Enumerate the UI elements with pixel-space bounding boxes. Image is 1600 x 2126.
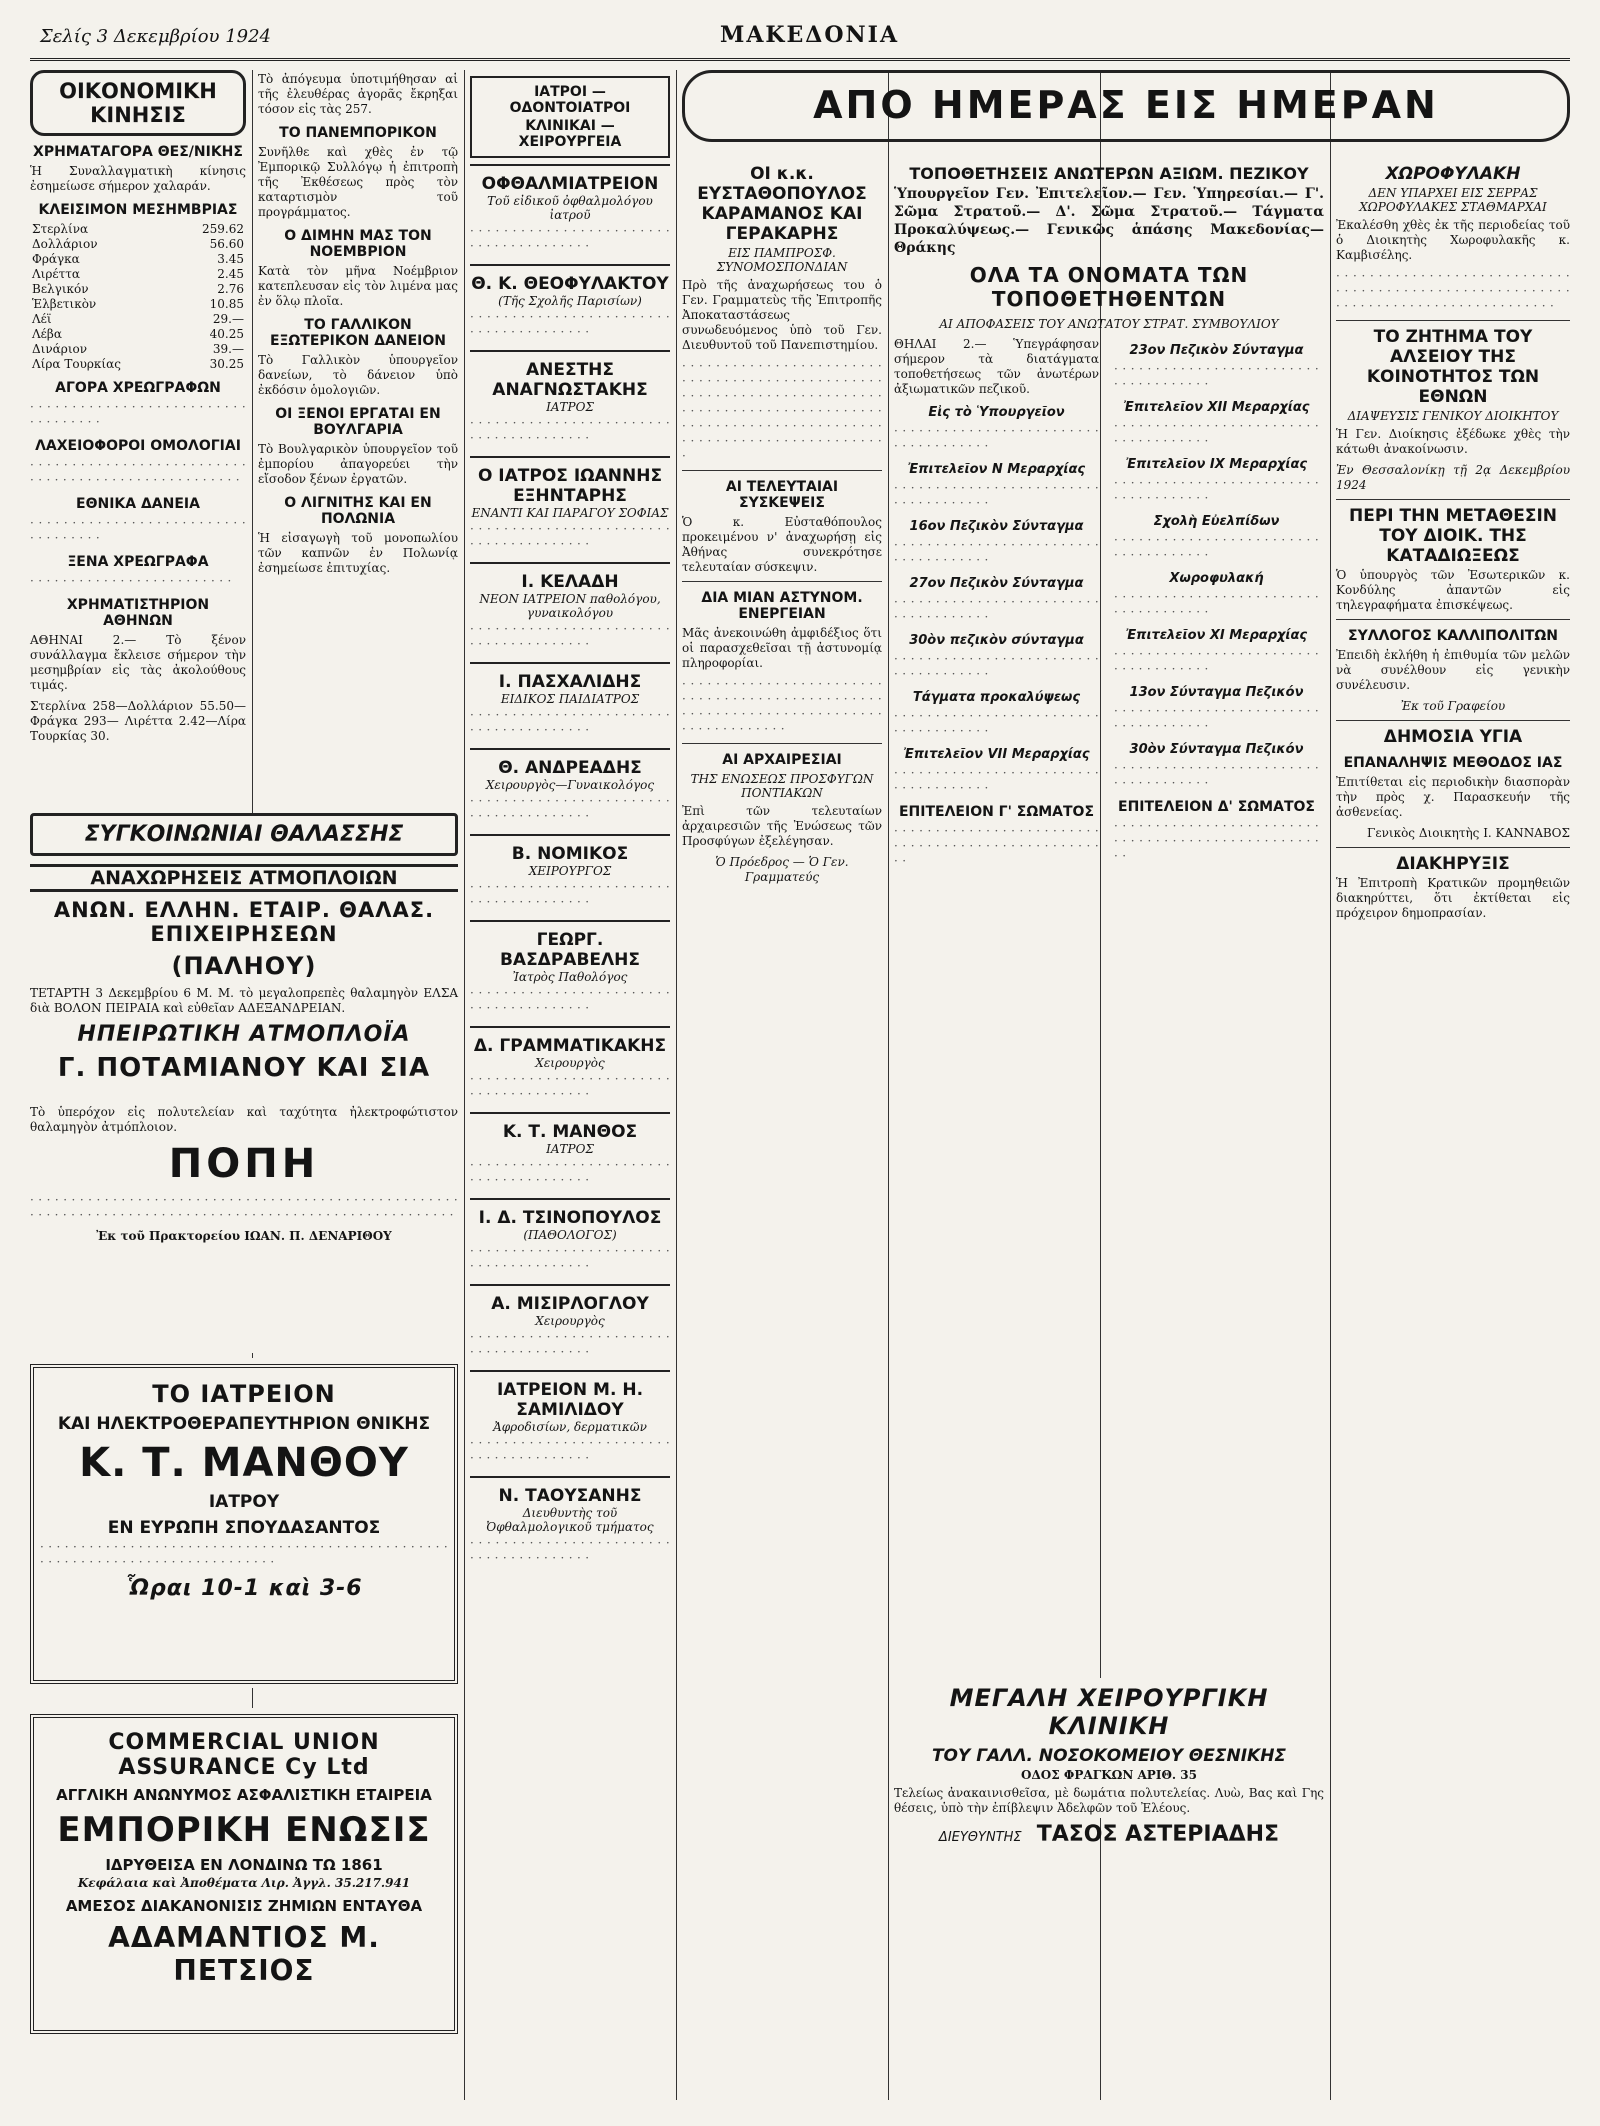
transfer-text: Ὁ ὑπουργὸς τῶν Ἐσωτερικῶν κ. Κονδύλης ἀπαντῶν εἰς τηλεγραφήματα ἐπισκέψεως.	[1336, 568, 1570, 612]
officers-lead: Ὑπουργεῖον Γεν. Ἐπιτελεῖον.— Γεν. Ὑπηρεσίαι.— Γ'. Σῶμα Στρατοῦ.— Δ'. Σῶμα Στρατοῦ.— Τάγματα Προκαλύψεως.— Γενικῶς ἁπάσης Μακεδονίας—Θράκης	[894, 186, 1324, 256]
doctor-role: (ΠΑΘΟΛΟΓΟΣ)	[523, 1228, 617, 1242]
doctor-entry	[470, 834, 670, 920]
rate-row	[30, 297, 246, 312]
unit-text: · · · · · · · · · · · · · · · · · · · · · · · · · · · · · · · · · · · · ·	[894, 538, 1099, 567]
police-text: Μᾶς ἀνεκοινώθη ἀμφιδέξιος ὅτι οἱ παρασχεθεῖσαι τῇ ἀστυνομίᾳ πληροφορίαι.	[682, 626, 882, 670]
merchant-heading: ΤΟ ΠΑΝΕΜΠΟΡΙΚΟΝ	[279, 125, 437, 141]
doctor-name: Ι. Δ. ΤΣΙΝΟΠΟΥΛΟΣ	[478, 1208, 662, 1228]
doctor-text: · · · · · · · · · · · · · · · · · · · · · · · · · · · · · · · · · · · · · · ·	[470, 522, 670, 551]
unit-text: · · · · · · · · · · · · · · · · · · · · · · · · · · · · · · · · · · · · ·	[894, 595, 1099, 624]
rate-value: 40.25	[209, 327, 244, 341]
doctor-entry	[470, 920, 670, 1026]
doctor-role: Ἀφροδισίων, δερματικῶν	[493, 1420, 647, 1434]
insurance-capital: Κεφάλαια καὶ Ἀποθέματα Λιρ. Ἀγγλ. 35.217.941	[77, 1876, 411, 1890]
unit-text: · · · · · · · · · · · · · · · · · · · · · · · · · · · · · · · · · · · · ·	[894, 652, 1099, 681]
insurance-company: COMMERCIAL UNION ASSURANCE Cy Ltd	[108, 1730, 380, 1780]
rate-value: 39.—	[212, 342, 244, 356]
rate-name: Λιρέττα	[32, 267, 81, 281]
rate-name: Βελγικόν	[32, 282, 89, 296]
gendarmerie-text: Ἐκαλέσθη χθὲς ἐκ τῆς περιοδείας τοῦ ὁ Διοικητὴς Χωροφυλακῆς κ. Καμβισέλης.	[1336, 218, 1570, 262]
doctor-entry	[470, 164, 670, 264]
doctor-text: · · · · · · · · · · · · · · · · · · · · · · · · · · · · · · · · · · · · · · ·	[470, 880, 670, 909]
unit-text: · · · · · · · · · · · · · · · · · · · · · · · · · · · · · · · · · · · · ·	[1114, 419, 1319, 448]
departures-heading: ΑΝΑΧΩΡΗΣΕΙΣ ΑΤΜΟΠΛΟΙΩΝ	[30, 864, 458, 892]
police-text-body: · · · · · · · · · · · · · · · · · · · · · · · · · · · · · · · · · · · · · · · · · · · · · · · · · · · · · · · · · · · · · · · · · · · · · · · · · · · · · · · · · · · · ·	[682, 677, 882, 736]
rate-value: 259.62	[202, 222, 244, 236]
officers-left-col	[894, 335, 1099, 875]
health-sign: Γενικὸς Διοικητὴς Ι. ΚΑΝΝΑΒΟΣ	[1367, 826, 1570, 840]
talks-heading: ΑΙ ΤΕΛΕΥΤΑΙΑΙ ΣΥΣΚΕΨΕΙΣ	[725, 479, 839, 511]
doctor-name: Θ. ΑΝΔΡΕΑΔΗΣ	[498, 758, 642, 778]
rate-row	[30, 267, 246, 282]
doctor-text: · · · · · · · · · · · · · · · · · · · · · · · · · · · · · · · · · · · · · · ·	[470, 224, 670, 253]
doctor-text: · · · · · · · · · · · · · · · · · · · · · · · · · · · · · · · · · · · · · · ·	[470, 1436, 670, 1465]
notice-text: Ἡ Ἐπιτροπὴ Κρατικῶν προμηθειῶν διακηρύττει, ὅτι ἐκτίθεται εἰς πρόχειρον δημοπρασίαν.	[1336, 876, 1570, 920]
clinic-subtitle: ΚΑΙ ΗΛΕΚΤΡΟΘΕΡΑΠΕΥΤΗΡΙΟΝ ΘΝΙΚΗΣ	[57, 1414, 431, 1434]
athens-exchange-text: ΑΘΗΝΑΙ 2.— Τὸ ξένον συνάλλαγμα ἔκλεισε σήμερον τὴν μεσημβρίαν εἰς τὰς ἀκολούθους τιμάς.	[30, 633, 246, 692]
transfer-heading: ΠΕΡΙ ΤΗΝ ΜΕΤΑΘΕΣΙΝ ΤΟΥ ΔΙΟΙΚ. ΤΗΣ ΚΑΤΑΔΙΩΞΕΩΣ	[1348, 506, 1558, 566]
unit-text: · · · · · · · · · · · · · · · · · · · · · · · · · · · · · · · · · · · · ·	[1114, 647, 1319, 676]
port-heading: Ο ΔΙΜΗΝ ΜΑΣ ΤΟΝ ΝΟΕΜΒΡΙΟΝ	[284, 228, 432, 260]
elections-subheading: ΤΗΣ ΕΝΩΣΕΩΣ ΠΡΟΣΦΥΓΩΝ ΠΟΝΤΙΑΚΩΝ	[690, 772, 874, 800]
officers-section	[894, 158, 1324, 1398]
doctors-heading: ΙΑΤΡΟΙ — ΟΔΟΝΤΟΙΑΤΡΟΙ	[509, 84, 631, 116]
health-subheading: ΕΠΑΝΑΛΗΨΙΣ ΜΕΘΟΔΟΣ ΙΑΣ	[1343, 755, 1563, 771]
loan-text-body: · · · · · · · · · · · · · · · · · · · · · · · · · · · · · · · · · · · · · · · · · · · · · · · · · · · · · · · · · · · · · · · · · · · · · · · · · · · · · · · · · · · · · · · · · · · · · · · · · · · · · · · · · · · · · · · · · · · · · · · · · · · · · · · · · · · · · · · · · · · · · · · · ·	[682, 359, 882, 463]
elections-heading: ΑΙ ΑΡΧΑΙΡΕΣΙΑΙ	[722, 752, 842, 768]
rate-value: 30.25	[209, 357, 244, 371]
unit-heading: Σχολὴ Εὐελπίδων	[1153, 514, 1280, 529]
doctor-entry	[470, 456, 670, 562]
rate-name: Φράγκα	[32, 252, 80, 266]
french-loan-heading: ΤΟ ΓΑΛΛΙΚΟΝ ΕΞΩΤΕΡΙΚΟΝ ΔΑΝΕΙΟΝ	[269, 317, 446, 349]
talks-text: Ὁ κ. Εὐσταθόπουλος προκειμένου ν' ἀναχωρήσῃ εἰς Ἀθήνας συνεκρότησε τελευταίαν σύσκεψιν.	[682, 515, 882, 574]
doctor-entry	[470, 1198, 670, 1284]
shipping-banner: ΣΥΓΚΟΙΝΩΝΙΑΙ ΘΑΛΑΣΣΗΣ	[30, 813, 458, 856]
national-loans-text: · · · · · · · · · · · · · · · · · · · · · · · · · · · · · · · · · · ·	[30, 516, 246, 545]
daily-banner	[682, 70, 1570, 142]
staff-d-heading: ΕΠΙΤΕΛΕΙΟΝ Δ' ΣΩΜΑΤΟΣ	[1118, 799, 1315, 815]
doctor-role: ΕΝΑΝΤΙ ΚΑΙ ΠΑΡΑΓΟΥ ΣΟΦΙΑΣ	[471, 506, 669, 520]
unit-text: · · · · · · · · · · · · · · · · · · · · · · · · · · · · · · · · · · · · ·	[894, 709, 1099, 738]
staff-d-text: · · · · · · · · · · · · · · · · · · · · · · · · · · · · · · · · · · · · · · · · · · · · · · · · · · · ·	[1114, 819, 1319, 863]
league-subheading: ΔΙΑΨΕΥΣΙΣ ΓΕΝΙΚΟΥ ΔΙΟΙΚΗΤΟΥ	[1347, 409, 1559, 423]
notice-heading: ΔΙΑΚΗΡΥΞΙΣ	[1396, 854, 1510, 874]
doctor-role: Χειρουργὸς	[535, 1056, 605, 1070]
surgical-text: Τελείως ἀνακαινισθεῖσα, μὲ δωμάτια πολυτελείας. Λυὼ, Βας καὶ Γης θέσεις, ὑπὸ τὴν ἐπίβλεψιν Ἀδελφῶν τοῦ Ἐλέους.	[894, 1786, 1324, 1815]
unit-heading: Ἐπιτελεῖον ΙΧ Μεραρχίας	[1125, 457, 1308, 472]
doctor-role: ΝΕΟΝ ΙΑΤΡΕΙΟΝ παθολόγου, γυναικολόγου	[479, 592, 661, 620]
clinic-ad	[30, 1358, 458, 1688]
clinic-doctor-role: ΙΑΤΡΟΥ	[208, 1492, 280, 1512]
daily-banner-wrap	[682, 70, 1570, 150]
ship-name: ΠΟΠΗ	[168, 1141, 320, 1187]
insurance-agent: ΑΔΑΜΑΝΤΙΟΣ Μ. ΠΕΤΣΙΟΣ	[108, 1921, 380, 1987]
unit-text: · · · · · · · · · · · · · · · · · · · · · · · · · · · · · · · · · · · · ·	[1114, 476, 1319, 505]
daily-banner-text: ΑΠΟ ΗΜΕΡΑΣ ΕΙΣ ΗΜΕΡΑΝ	[813, 83, 1439, 127]
foreign-securities-heading: ΞΕΝΑ ΧΡΕΩΓΡΑΦΑ	[67, 554, 209, 570]
staff-c-heading: ΕΠΙΤΕΛΕΙΟΝ Γ' ΣΩΜΑΤΟΣ	[898, 804, 1095, 820]
doctor-entry	[470, 1026, 670, 1112]
doctor-role: (Τῆς Σχολῆς Παρισίων)	[498, 294, 642, 308]
health-heading: ΔΗΜΟΣΙΑ ΥΓΙΑ	[1383, 727, 1523, 747]
unit-heading: 13ον Σύνταγμα Πεζικόν	[1129, 685, 1304, 700]
elections-sign: Ὁ Πρόεδρος — Ὁ Γεν. Γραμματεύς	[715, 855, 849, 884]
doctor-text: · · · · · · · · · · · · · · · · · · · · · · · · · · · · · · · · · · · · · · ·	[470, 708, 670, 737]
doctor-list	[470, 164, 670, 1576]
poland-heading: Ο ΛΙΓΝΙΤΗΣ ΚΑΙ ΕΝ ΠΟΛΩΝΙΑ	[284, 495, 432, 527]
unit-heading: 16ον Πεζικὸν Σύνταγμα	[909, 519, 1084, 534]
forex-heading: ΧΡΗΜΑΤΑΓΟΡΑ ΘΕΣ/ΝΙΚΗΣ	[33, 144, 243, 160]
shipping-agent: Ἐκ τοῦ Πρακτορείου ΙΩΑΝ. Π. ΔΕΝΑΡΙΘΟΥ	[96, 1229, 392, 1243]
foreign-securities-text: · · · · · · · · · · · · · · · · · · · · · · · · ·	[30, 574, 232, 588]
newspaper-page	[30, 18, 1570, 2108]
doctor-text: · · · · · · · · · · · · · · · · · · · · · · · · · · · · · · · · · · · · · · ·	[470, 416, 670, 445]
doctor-name: ΓΕΩΡΓ. ΒΑΣΔΡΑΒΕΛΗΣ	[499, 930, 641, 970]
officers-right-col	[1114, 335, 1319, 870]
rates-table	[30, 222, 246, 372]
insurance-founded: ΙΔΡΥΘΕΙΣΑ ΕΝ ΛΟΝΔΙΝΩ ΤΩ 1861	[105, 1856, 383, 1874]
rate-row	[30, 312, 246, 327]
rate-value: 3.45	[217, 252, 244, 266]
lottery-bonds-heading: ΛΑΧΕΙΟΦΟΡΟΙ ΟΜΟΛΟΓΙΑΙ	[35, 438, 241, 454]
doctor-role: ΙΑΤΡΟΣ	[546, 1142, 594, 1156]
rate-row	[30, 282, 246, 297]
officers-all-names: ΟΛΑ ΤΑ ΟΝΟΜΑΤΑ ΤΩΝ ΤΟΠΟΘΕΤΗΘΕΝΤΩΝ	[969, 263, 1249, 311]
doctor-name: Κ. Τ. ΜΑΝΘΟΣ	[502, 1122, 638, 1142]
port-text: Κατὰ τὸν μῆνα Νοέμβριον κατεπλευσαν εἰς τὸν λιμένα μας ἐν ὅλῳ πλοῖα.	[258, 264, 458, 308]
doctor-name: Β. ΝΟΜΙΚΟΣ	[511, 844, 629, 864]
page-date: Σελίς 3 Δεκεμβρίου 1924	[40, 26, 272, 47]
doctor-entry	[470, 1476, 670, 1576]
bonds-text: · · · · · · · · · · · · · · · · · · · · · · · · · · · · · · · · · · ·	[30, 400, 246, 429]
closing-heading: ΚΛΕΙΣΙΜΟΝ ΜΕΣΗΜΒΡΙΑΣ	[38, 202, 238, 218]
rate-name: Λίρα Τουρκίας	[32, 357, 121, 371]
unit-heading: Χωροφυλακή	[1169, 571, 1264, 586]
insurance-subtitle: ΑΓΓΛΙΚΗ ΑΝΩΝΥΜΟΣ ΑΣΦΑΛΙΣΤΙΚΗ ΕΤΑΙΡΕΙΑ	[56, 1786, 432, 1804]
shipping-company-sub: (ΠΑΛΗΟΥ)	[171, 952, 317, 980]
rate-row	[30, 342, 246, 357]
rate-row	[30, 222, 246, 237]
doctor-role: ΕΙΔΙΚΟΣ ΠΑΙΔΙΑΤΡΟΣ	[500, 692, 640, 706]
foreign-workers-heading: ΟΙ ΞΕΝΟΙ ΕΡΓΑΤΑΙ ΕΝ ΒΟΥΛΓΑΡΙΑ	[275, 406, 441, 438]
unit-text: · · · · · · · · · · · · · · · · · · · · · · · · · · · · · · · · · · · · ·	[894, 766, 1099, 795]
unit-heading: Ἐπιτελεῖον Ν Μεραρχίας	[907, 462, 1086, 477]
doctor-role: Χειρουργὸς	[535, 1314, 605, 1328]
doctors-column	[470, 70, 670, 2100]
doctor-name: ΟΦΘΑΛΜΙΑΤΡΕΙΟΝ	[481, 174, 659, 194]
doctor-entry	[470, 748, 670, 834]
surgical-director-label: ΔΙΕΥΘΥΝΤΗΣ	[938, 1830, 1022, 1845]
shipping-section	[30, 813, 458, 1103]
doctor-text: · · · · · · · · · · · · · · · · · · · · · · · · · · · · · · · · · · · · · · ·	[470, 1244, 670, 1273]
merchant-text: Συνῆλθε καὶ χθὲς ἐν τῷ Ἐμπορικῷ Συλλόγῳ ἡ ἐπιτροπὴ τῆς Ἐκθέσεως πρὸς τὸν καταρτισμὸν τοῦ προγράμματος.	[258, 145, 458, 219]
surgical-director: ΤΑΣΟΣ ΑΣΤΕΡΙΑΔΗΣ	[1036, 1822, 1280, 1847]
clinic-text: · · · · · · · · · · · · · · · · · · · · · · · · · · · · · · · · · · · · · · · · · · · · · · · · · · · · · · · · · · · · · · · · · · · · · · · · · · · · · · ·	[40, 1540, 448, 1569]
unit-heading: 27ον Πεζικὸν Σύνταγμα	[909, 576, 1084, 591]
doctor-role: Χειρουργὸς—Γυναικολόγος	[485, 778, 655, 792]
rate-value: 29.—	[212, 312, 244, 326]
unit-heading: 30ὸν πεζικὸν σύνταγμα	[909, 633, 1084, 648]
surgical-clinic-ad	[894, 1678, 1324, 1847]
clinics-heading: ΚΛΙΝΙΚΑΙ — ΧΕΙΡΟΥΡΓΕΙΑ	[518, 118, 622, 150]
doctor-entry	[470, 1284, 670, 1370]
rate-row	[30, 357, 246, 372]
loan-text: Πρὸ τῆς ἀναχωρήσεως του ὁ Γεν. Γραμματεὺς τῆς Ἐπιτροπῆς Ἀποκαταστάσεως συνωδευόμενος ὑπὸ τοῦ Γεν. Διευθυντοῦ τοῦ Πανεπιστημίου.	[682, 278, 882, 352]
rate-value: 56.60	[209, 237, 244, 251]
doctor-text: · · · · · · · · · · · · · · · · · · · · · · · · · · · · · · · · · · · · · · ·	[470, 310, 670, 339]
doctor-entry	[470, 1112, 670, 1198]
clinic-studied: ΕΝ ΕΥΡΩΠΗ ΣΠΟΥΔΑΣΑΝΤΟΣ	[107, 1518, 381, 1538]
unit-heading: Τάγματα προκαλύψεως	[912, 690, 1081, 705]
doctor-name: Ν. ΤΑΟΥΣΑΝΗΣ	[498, 1486, 642, 1506]
surgical-title: ΜΕΓΑΛΗ ΧΕΙΡΟΥΡΓΙΚΗ ΚΛΙΝΙΚΗ	[949, 1684, 1269, 1740]
league-text: Ἡ Γεν. Διοίκησις ἐξέδωκε χθὲς τὴν κάτωθι ἀνακοίνωσιν.	[1336, 427, 1570, 456]
column-rule	[1330, 70, 1331, 2100]
poland-text: Ἡ εἰσαγωγὴ τοῦ μονοπωλίου τῶν καπνῶν ἐν Πολωνίᾳ ἐσημείωσε ἐπιτυχίας.	[258, 531, 458, 575]
doctor-entry	[470, 662, 670, 748]
athens-exchange-rates: Στερλίνα 258—Δολλάριον 55.50—Φράγκα 293— Λιρέττα 2.42—Λίρα Τουρκίας 30.	[30, 699, 246, 743]
doctor-role: ΙΑΤΡΟΣ	[546, 400, 594, 414]
club-text: Ἐπειδὴ ἐκλήθη ἡ ἐπιθυμία τῶν μελῶν νὰ συνέλθουν εἰς γενικὴν συνέλευσιν.	[1336, 648, 1570, 692]
unit-text: · · · · · · · · · · · · · · · · · · · · · · · · · · · · · · · · · · · · ·	[1114, 362, 1319, 391]
club-sign: Ἐκ τοῦ Γραφείου	[1400, 699, 1506, 713]
health-text: Ἐπιτίθεται εἰς περιοδικὴν διασπορὰν τὴν πρὸς χ. Παρασκευήν τῆς ἀσθενείας.	[1336, 775, 1570, 819]
officers-heading: ΤΟΠΟΘΕΤΗΣΕΙΣ ΑΝΩΤΕΡΩΝ ΑΞΙΩΜ. ΠΕΖΙΚΟΥ	[909, 164, 1309, 183]
athens-exchange-heading: ΧΡΗΜΑΤΙΣΤΗΡΙΟΝ ΑΘΗΝΩΝ	[66, 597, 210, 629]
shipping-company: ΑΝΩΝ. ΕΛΛΗΝ. ΕΤΑΙΡ. ΘΑΛΑΣ. ΕΠΙΧΕΙΡΗΣΕΩΝ	[53, 898, 435, 946]
bonds-heading: ΑΓΟΡΑ ΧΡΕΩΓΡΑΦΩΝ	[55, 380, 221, 396]
loan-subheading: ΕΙΣ ΠΑΜΠΡΟΣΦ. ΣΥΝΟΜΟΣΠΟΝΔΙΑΝ	[716, 246, 848, 274]
doctor-role: ΧΕΙΡΟΥΡΓΟΣ	[528, 864, 612, 878]
doctor-name: Ι. ΚΕΛΑΔΗ	[521, 572, 619, 592]
insurance-payment: ΑΜΕΣΟΣ ΔΙΑΚΑΝΟΝΙΣΙΣ ΖΗΜΙΩΝ ΕΝΤΑΥΘΑ	[65, 1897, 423, 1915]
rate-name: Δινάριον	[32, 342, 88, 356]
gendarmerie-text-body: · · · · · · · · · · · · · · · · · · · · · · · · · · · · · · · · · · · · · · · · · · · · · · · · · · · · · · · · · · · · · · · · · · · · · · · · · · · · · · · · · · ·	[1336, 269, 1570, 313]
rate-row	[30, 327, 246, 342]
doctor-text: · · · · · · · · · · · · · · · · · · · · · · · · · · · · · · · · · · · · · · ·	[470, 1072, 670, 1101]
national-loans-heading: ΕΘΝΙΚΑ ΔΑΝΕΙΑ	[76, 496, 200, 512]
staff-c-text: · · · · · · · · · · · · · · · · · · · · · · · · · · · · · · · · · · · · · · · · · · · · · · · · · · · ·	[894, 824, 1099, 868]
insurance-name: ΕΜΠΟΡΙΚΗ ΕΝΩΣΙΣ	[57, 1810, 431, 1850]
gendarmerie-heading: ΧΩΡΟΦΥΛΑΚΗ	[1385, 164, 1521, 184]
doctor-name: Ι. ΠΑΣΧΑΛΙΔΗΣ	[498, 672, 642, 692]
afternoon-note: Τὸ ἀπόγευμα ὑποτιμήθησαν αἱ τῆς ἐλευθέρας ἀγορᾶς ἔκρηξαι τόσον εἰς τὰς 257.	[258, 72, 458, 116]
rate-value: 2.45	[217, 267, 244, 281]
unit-text: · · · · · · · · · · · · · · · · · · · · · · · · · · · · · · · · · · · · ·	[1114, 704, 1319, 733]
unit-text: · · · · · · · · · · · · · · · · · · · · · · · · · · · · · · · · · · · · ·	[1114, 533, 1319, 562]
unit-text: · · · · · · · · · · · · · · · · · · · · · · · · · · · · · · · · · · · · ·	[894, 481, 1099, 510]
doctor-text: · · · · · · · · · · · · · · · · · · · · · · · · · · · · · · · · · · · · · · ·	[470, 1330, 670, 1359]
doctor-entry	[470, 264, 670, 350]
column-rule	[464, 70, 465, 2100]
club-heading: ΣΥΛΛΟΓΟΣ ΚΑΛΛΙΠΟΛΙΤΩΝ	[1348, 628, 1558, 644]
doctor-name: Ο ΙΑΤΡΟΣ ΙΩΑΝΝΗΣ ΕΞΗΝΤΑΡΗΣ	[477, 466, 663, 506]
rate-name: Λέβα	[32, 327, 62, 341]
popi-section	[30, 1103, 458, 1353]
doctor-entry	[470, 562, 670, 662]
daily-column	[682, 158, 882, 2098]
doctor-text: · · · · · · · · · · · · · · · · · · · · · · · · · · · · · · · · · · · · · · ·	[470, 622, 670, 651]
doctor-text: · · · · · · · · · · · · · · · · · · · · · · · · · · · · · · · · · · · · · · ·	[470, 986, 670, 1015]
doctor-name: Δ. ΓΡΑΜΜΑΤΙΚΑΚΗΣ	[473, 1036, 667, 1056]
unit-text: · · · · · · · · · · · · · · · · · · · · · · · · · · · · · · · · · · · · ·	[894, 424, 1099, 453]
clinic-doctor: Κ. Τ. ΜΑΝΘΟΥ	[79, 1440, 409, 1486]
potamianos-company: Γ. ΠΟΤΑΜΙΑΝΟΥ ΚΑΙ ΣΙΑ	[57, 1053, 431, 1083]
league-place: Ἐν Θεσσαλονίκῃ τῇ 2ᾳ Δεκεμβρίου 1924	[1336, 463, 1570, 492]
unit-heading: 23ον Πεζικὸν Σύνταγμα	[1129, 343, 1304, 358]
doctor-role: Ἰατρὸς Παθολόγος	[512, 970, 628, 984]
gendarmerie-column	[1336, 158, 1570, 2098]
doctor-name: Θ. Κ. ΘΕΟΦΥΛΑΚΤΟΥ	[471, 274, 669, 294]
rate-row	[30, 237, 246, 252]
unit-heading: Εἰς τὸ Ὑπουργεῖον	[928, 405, 1065, 420]
unit-heading: 30ὸν Σύνταγμα Πεζικόν	[1129, 742, 1304, 757]
lottery-bonds-text: · · · · · · · · · · · · · · · · · · · · · · · · · · · · · · · · · · · · · · · · · · · · · · · · · · · ·	[30, 458, 246, 487]
column-rule	[676, 70, 677, 2100]
unit-heading: Ἐπιτελεῖον ΧΙ Μεραρχίας	[1125, 628, 1308, 643]
rate-name: Στερλίνα	[32, 222, 89, 236]
elections-text: Ἐπὶ τῶν τελευταίων ἀρχαιρεσιῶν τῆς Ἐνώσεως τῶν Προσφύγων ἐξελέγησαν.	[682, 804, 882, 848]
officers-decision: ΑΙ ΑΠΟΦΑΣΕΙΣ ΤΟΥ ΑΝΩΤΑΤΟΥ ΣΤΡΑΤ. ΣΥΜΒΟΥΛΙΟΥ	[939, 317, 1279, 331]
doctor-name: Α. ΜΙΣΙΡΛΟΓΛΟΥ	[491, 1294, 649, 1314]
doctor-role: Τοῦ εἰδικοῦ ὀφθαλμολόγου ἰατροῦ	[487, 194, 653, 222]
rate-row	[30, 252, 246, 267]
elsa-departure: ΤΕΤΑΡΤΗ 3 Δεκεμβρίου 6 Μ. Μ. τὸ μεγαλοπρεπὲς θαλαμηγὸν ΕΛΣΑ διὰ ΒΟΛΟΝ ΠΕΙΡΑΙΑ καὶ εὐθεῖαν ΑΔΕΞΑΝΔΡΕΙΑΝ.	[30, 986, 458, 1015]
section-title-economy: ΟΙΚΟΝΟΜΙΚΗ ΚΙΝΗΣΙΣ	[30, 70, 246, 136]
unit-heading: Ἐπιτελεῖον ΧΙΙ Μεραρχίας	[1123, 400, 1310, 415]
popi-text: · · · · · · · · · · · · · · · · · · · · · · · · · · · · · · · · · · · · · · · · · · · · · · · · · · · · · · · · · · · · · · · · · · · · · · · · · · · · · · · · · · · · · · · · · · · · · · · · · · · · · · · ·	[30, 1193, 458, 1222]
loan-heading: ΟΙ κ.κ. ΕΥΣΤΑΘΟΠΟΥΛΟΣ ΚΑΡΑΜΑΝΟΣ ΚΑΙ ΓΕΡΑΚΑΡΗΣ	[697, 164, 867, 244]
rate-name: Δολλάριον	[32, 237, 98, 251]
league-heading: ΤΟ ΖΗΤΗΜΑ ΤΟΥ ΑΛΣΕΙΟΥ ΤΗΣ ΚΟΙΝΟΤΗΤΟΣ ΤΩΝ ΕΘΝΩΝ	[1366, 327, 1540, 407]
rate-name: Λέϊ	[32, 312, 52, 326]
police-heading: ΔΙΑ ΜΙΑΝ ΑΣΤΥΝΟΜ. ΕΝΕΡΓΕΙΑΝ	[701, 590, 863, 622]
clinic-title: ΤΟ ΙΑΤΡΕΙΟΝ	[152, 1380, 336, 1408]
doctor-entry	[470, 1370, 670, 1476]
doctor-role: Διευθυντὴς τοῦ Ὀφθαλμολογικοῦ τμήματος	[486, 1506, 654, 1534]
rate-name: Ἑλβετικὸν	[32, 297, 97, 311]
surgical-address: ΟΔΟΣ ΦΡΑΓΚΩΝ ΑΡΙΘ. 35	[1021, 1768, 1197, 1782]
page-header	[30, 18, 1570, 61]
newspaper-name: ΜΑΚΕΔΟΝΙΑ	[720, 22, 900, 48]
doctor-text: · · · · · · · · · · · · · · · · · · · · · · · · · · · · · · · · · · · · · · ·	[470, 1158, 670, 1187]
rate-value: 10.85	[209, 297, 244, 311]
rate-value: 2.76	[217, 282, 244, 296]
unit-heading: Ἐπιτελεῖον VII Μεραρχίας	[903, 747, 1090, 762]
doctor-name: ΑΝΕΣΤΗΣ ΑΝΑΓΝΩΣΤΑΚΗΣ	[492, 360, 648, 400]
column-rule	[888, 70, 889, 2100]
potamianos-text: Τὸ ὑπερόχον εἰς πολυτελείαν καὶ ταχύτητα ἠλεκτροφώτιστον θαλαμηγὸν ἀτμόπλοιον.	[30, 1105, 458, 1134]
surgical-subtitle: ΤΟΥ ΓΑΛΛ. ΝΟΣΟΚΟΜΕΙΟΥ ΘΕΣΝΙΚΗΣ	[931, 1746, 1287, 1766]
insurance-ad	[30, 1708, 458, 2103]
doctor-text: · · · · · · · · · · · · · · · · · · · · · · · · · · · · · · · · · · · · · · ·	[470, 1536, 670, 1565]
gendarmerie-subheading: ΔΕΝ ΥΠΑΡΧΕΙ ΕΙΣ ΣΕΡΡΑΣ ΧΩΡΟΦΥΛΑΚΕΣ ΣΤΑΘΜΑΡΧΑΙ	[1359, 186, 1547, 214]
unit-text: · · · · · · · · · · · · · · · · · · · · · · · · · · · · · · · · · · · · ·	[1114, 761, 1319, 790]
doctor-entry	[470, 350, 670, 456]
doctor-name: ΙΑΤΡΕΙΟΝ Μ. Η. ΣΑΜΙΛΙΔΟΥ	[496, 1380, 644, 1420]
french-loan-text: Τὸ Γαλλικὸν ὑπουργεῖον δανείων, τὸ δάνειον ὑπὸ ἐκδόσιν ὁμολογιῶν.	[258, 353, 458, 397]
epirus-line: ΗΠΕΙΡΩΤΙΚΗ ΑΤΜΟΠΛΟΪΑ	[77, 1022, 411, 1047]
forex-text: Ἡ Συναλλαγματικὴ κίνησις ἐσημείωσε σήμερον χαλαράν.	[30, 164, 246, 193]
clinic-hours: Ὧραι 10-1 καὶ 3-6	[125, 1576, 363, 1601]
doctor-text: · · · · · · · · · · · · · · · · · · · · · · · · · · · · · · · · · · · · · · ·	[470, 794, 670, 823]
officers-text: ΘΗΛΑΙ 2.— Ὑπεγράφησαν σήμερον τὰ διατάγματα τοποθετήσεως τῶν ἀνωτέρων ἀξιωματικῶν πεζικοῦ.	[894, 337, 1099, 396]
foreign-workers-text: Τὸ Βουλγαρικὸν ὑπουργεῖον τοῦ ἐμπορίου ἀπαγορεύει τὴν εἴσοδον ξένων ἐργατῶν.	[258, 442, 458, 486]
unit-text: · · · · · · · · · · · · · · · · · · · · · · · · · · · · · · · · · · · · ·	[1114, 590, 1319, 619]
